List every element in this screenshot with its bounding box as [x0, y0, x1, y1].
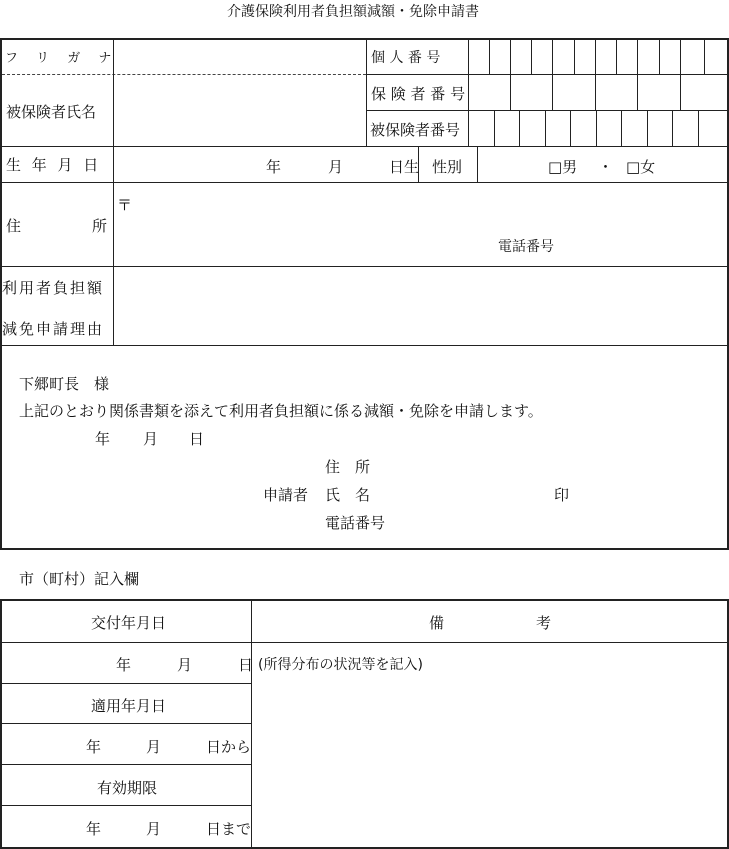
office-section-title: 市（町村）記入欄	[19, 570, 140, 588]
application-date-month: 月	[143, 430, 159, 448]
issue-day: 日	[238, 656, 254, 674]
sex-label: 性別	[432, 158, 463, 176]
addressee: 下郷町長 様	[19, 375, 110, 393]
application-date-day: 日	[189, 430, 205, 448]
biko-field[interactable]	[253, 644, 726, 846]
male-checkbox[interactable]: □男	[548, 158, 578, 176]
birth-year: 年	[266, 158, 282, 176]
applicant-phone-label: 電話番号	[325, 514, 386, 532]
seal-mark: 印	[554, 486, 570, 504]
biko-label-2: 考	[536, 614, 552, 632]
female-checkbox[interactable]: □女	[626, 158, 656, 176]
sex-separator: ・	[598, 158, 614, 176]
applicant-name-label: 氏 名	[325, 486, 371, 504]
issue-date-label: 交付年月日	[91, 614, 167, 632]
application-statement: 上記のとおり関係書類を添えて利用者負担額に係る減額・免除を申請します。	[19, 402, 543, 420]
valid-period-label: 有効期限	[97, 779, 158, 797]
apply-date-label: 適用年月日	[91, 697, 167, 715]
from-day: 日から	[206, 738, 252, 756]
biko-note: (所得分布の状況等を記入)	[258, 657, 423, 673]
reason-label-line1: 利用者負担額	[2, 279, 105, 297]
furigana-label: フ リ ガ ナ	[5, 51, 119, 66]
hokensha-bango-label: 保 険 者 番 号	[371, 85, 466, 103]
hihokensha-shimei-field[interactable]	[115, 76, 365, 145]
application-date-year: 年	[95, 430, 111, 448]
from-year: 年	[86, 738, 102, 756]
birth-day-sei: 日生	[389, 158, 420, 176]
from-month: 月	[146, 738, 162, 756]
applicant-label: 申請者	[263, 486, 309, 504]
postal-mark: 〒	[117, 196, 133, 214]
address-field[interactable]	[115, 184, 725, 264]
birth-month: 月	[328, 158, 344, 176]
address-label-right: 所	[92, 217, 108, 235]
biko-label-1: 備	[429, 614, 445, 632]
hihokensha-bango-label: 被保険者番号	[370, 121, 461, 139]
to-year: 年	[86, 820, 102, 838]
reason-field[interactable]	[115, 268, 725, 344]
kojin-bango-label: 個 人 番 号	[371, 50, 441, 66]
issue-year: 年	[116, 656, 132, 674]
birth-label: 生 年 月 日	[6, 156, 102, 174]
furigana-field[interactable]	[115, 40, 365, 73]
address-label-left: 住	[6, 217, 22, 235]
applicant-address-label: 住 所	[325, 458, 371, 476]
reason-label-line2: 減免申請理由	[2, 320, 105, 338]
page-title: 介護保険利用者負担額減額・免除申請書	[227, 4, 479, 20]
to-month: 月	[146, 820, 162, 838]
address-phone-label: 電話番号	[498, 239, 554, 255]
issue-month: 月	[177, 656, 193, 674]
to-day: 日まで	[206, 820, 252, 838]
hihokensha-shimei-label: 被保険者氏名	[6, 103, 97, 121]
